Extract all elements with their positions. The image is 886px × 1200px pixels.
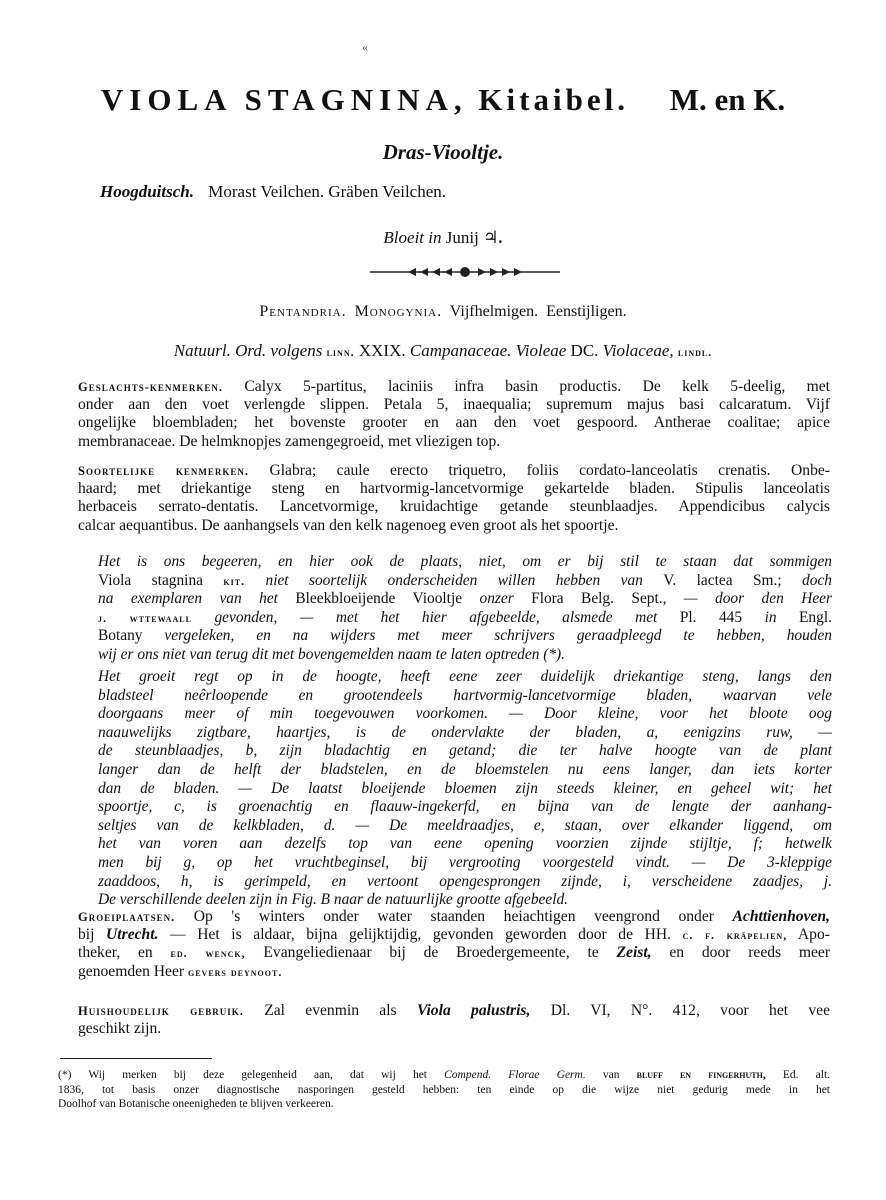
use-line-2: geschikt zijn.	[78, 1020, 162, 1038]
use-paragraph	[78, 1002, 830, 1038]
genus-heading: Geslachts-kenmerken.	[78, 380, 224, 394]
habitat-paragraph	[78, 908, 830, 981]
title-reference: M. en K.	[669, 82, 786, 117]
desc-line-12: zaaddoos, h, is gerimpeld, en vertoont opengesprongen zijnde, i, verscheidene zaadjes, j.	[98, 872, 832, 890]
desc-line-2: bladsteel neêrloopende en grootendeels hartvormig-lancetvormige bladen, waarvan vele	[98, 686, 832, 704]
nat-violaceae: Violaceae,	[602, 341, 674, 360]
desc-line-5: de steunblaadjes, b, zijn bladachtig en getand; die ter halve hoogte van de plant	[98, 742, 832, 760]
german-values: Morast Veilchen. Gräben Veilchen.	[208, 182, 447, 201]
note-line-1: Het is ons begeeren, en hier ook de plaats, niet, om er bij stil te staan dat sommigen	[98, 553, 832, 570]
species-characters	[78, 462, 830, 535]
footnote-line-1: (*) Wij merken bij deze gelegenheid aan, dat wij het Compend. Florae Germ. van bluff en fingerhuth, Ed. alt.	[58, 1069, 831, 1081]
note-line-3: na exemplaren van het Bleekbloeijende Viooltje onzer Flora Belg. Sept., — door den Heer	[98, 590, 832, 608]
species-line-4: calcar aequantibus. De aanhangsels van den kelk nagenoeg even groot als het spoortje.	[78, 516, 619, 534]
species-line-1: Soortelijke kenmerken. Glabra; caule erecto triquetro, foliis cordato-lanceolatis crenatis. Onbe-	[78, 462, 830, 479]
note-line-5: Botany vergeleken, en na wijders met meer schrijvers geraadpleegd te hebben, houden	[98, 627, 832, 645]
note-line-6: wij er ons niet van terug dit met bovengemelden naam te laten optreden (*).	[98, 645, 566, 663]
genus-line-3: ongelijke bloembladen; het bovenste grooter en aan den voet gespoord. Antherae coalitae; apice	[78, 414, 830, 432]
class-dutch: Vijfhelmigen.	[449, 303, 539, 320]
german-label: Hoogduitsch.	[100, 182, 194, 201]
class-pentandria: Pentandria.	[259, 303, 347, 320]
habitat-line-3: theker, en ed. wenck, Evangeliedienaar bij de Broedergemeente, te Zeist, en door reeds meer	[78, 944, 831, 962]
use-line-1: Huishoudelijk gebruik. Zal evenmin als Viola palustris, Dl. VI, N°. 412, voor het vee	[78, 1002, 831, 1019]
linnaean-class	[0, 303, 886, 321]
desc-line-4: naauwelijks zigtbare, haartjes, is de ondervlakte der bladen, a, eenigzins ruw, —	[98, 723, 832, 741]
order-monogynia: Monogynia.	[354, 303, 443, 320]
desc-line-10: het van voren aan dezelfs top van eene opening voorzien zijnde stijltje, f; hetwelk	[98, 835, 832, 853]
desc-line-8: spoortje, c, is groenachtig en flaauw-ingekerfd, en bijna van de lengte der aanhang-	[98, 798, 832, 816]
desc-line-1: Het groeit regt op in de hoogte, heeft eene zeer duidelijk driekantige steng, langs den	[98, 668, 832, 685]
page-title	[0, 82, 886, 118]
perennial-symbol: ♃.	[483, 228, 503, 247]
species-heading: Soortelijke kenmerken.	[78, 464, 249, 478]
desc-line-6: langer dan de helft der bladstelen, en de bloemstelen nu eens langer, dan iets korter	[98, 760, 832, 778]
nat-dc: DC.	[570, 341, 599, 360]
nat-family: Campanaceae.	[409, 341, 512, 360]
note-line-2: Viola stagnina kit. niet soortelijk onderscheiden willen hebben van V. lactea Sm.; doch	[98, 571, 832, 589]
use-heading: Huishoudelijk gebruik.	[78, 1004, 244, 1018]
order-dutch: Eenstijligen.	[546, 303, 627, 320]
german-names	[100, 182, 446, 202]
ornament-divider	[370, 264, 560, 280]
habitat-line-4: genoemden Heer gevers deynoot.	[78, 962, 283, 980]
species-line-2: haard; met driekantige steng en hartvormig-lancetvormige gekartelde bladen. Stipulis lanceolatis	[78, 480, 830, 498]
habitat-line-1: Groeiplaatsen. Op 's winters onder water staanden heiachtigen veengrond onder Achttienhoven,	[78, 908, 830, 925]
footnote-line-3: Doolhof van Botanische oneenigheden te blijven verkeeren.	[58, 1098, 334, 1111]
title-species: VIOLA STAGNINA,	[100, 82, 468, 117]
natural-order	[0, 341, 886, 361]
nat-lindl: lindl.	[677, 345, 713, 359]
note-paragraph	[98, 553, 832, 665]
desc-line-9: seltjes van de kelkbladen, d. — De meeldraadjes, e, staan, over elkander liggend, om	[98, 816, 832, 834]
flowering-label: Bloeit in	[383, 228, 442, 247]
nat-linn: linn.	[326, 345, 355, 359]
habitat-heading: Groeiplaatsen.	[78, 910, 176, 924]
desc-line-13: De verschillende deelen zijn in Fig. B naar de natuurlijke grootte afgebeeld.	[98, 891, 569, 909]
habitat-line-2: bij Utrecht. — Het is aldaar, bijna gelijktijdig, gevonden geworden door de HH. c. f. kräpelien, Apo-	[78, 926, 830, 944]
genus-characters	[78, 378, 830, 451]
title-author: Kitaibel.	[478, 82, 629, 117]
flowering-month: Junij	[445, 228, 479, 247]
desc-line-3: doorgaans meer of min toegevouwen voorkomen. — Door kleine, voor het bloote oog	[98, 705, 832, 723]
desc-line-11: men bij g, op het vruchtbeginsel, bij vergrooting voorgesteld vindt. — De 3-kleppige	[98, 853, 832, 871]
nat-violeae: Violeae	[515, 341, 567, 360]
footnote-rule	[60, 1058, 212, 1059]
genus-line-1: Geslachts-kenmerken. Calyx 5-partitus, laciniis infra basin productis. De kelk 5-deelig, met	[78, 378, 830, 395]
page-mark: «	[362, 40, 368, 54]
genus-line-2: onder aan den voet verlengde slippen. Petala 5, inaequalia; supremum majus basi calcaratum. Vijf	[78, 396, 830, 414]
flowering-time	[0, 228, 886, 248]
note-line-4: j. wttewaall gevonden, — met het hier afgebeelde, alsmede met Pl. 445 in Engl.	[98, 608, 832, 626]
dutch-name: Dras-Viooltje.	[382, 140, 504, 164]
nat-number: XXIX.	[358, 341, 406, 360]
desc-line-7: dan de bladen. — De laatst bloeijende bloemen zijn steeds kleiner, en geheel wit; het	[98, 779, 832, 797]
genus-line-4: membranaceae. De helmknopjes zamengegroeid, met vliezigen top.	[78, 432, 501, 450]
footnote	[58, 1068, 830, 1112]
nat-label: Natuurl. Ord. volgens	[173, 341, 323, 360]
description-paragraph	[98, 668, 832, 910]
species-line-3: herbaceis serrato-dentatis. Lancetvormige, kruidachtige getande steunblaadjes. Appendicibus calycis	[78, 498, 830, 516]
footnote-line-2: 1836, tot basis onzer diagnostische nasporingen gesteld hebben: ten einde op die wijze niet gedurig mede in het	[58, 1083, 830, 1096]
